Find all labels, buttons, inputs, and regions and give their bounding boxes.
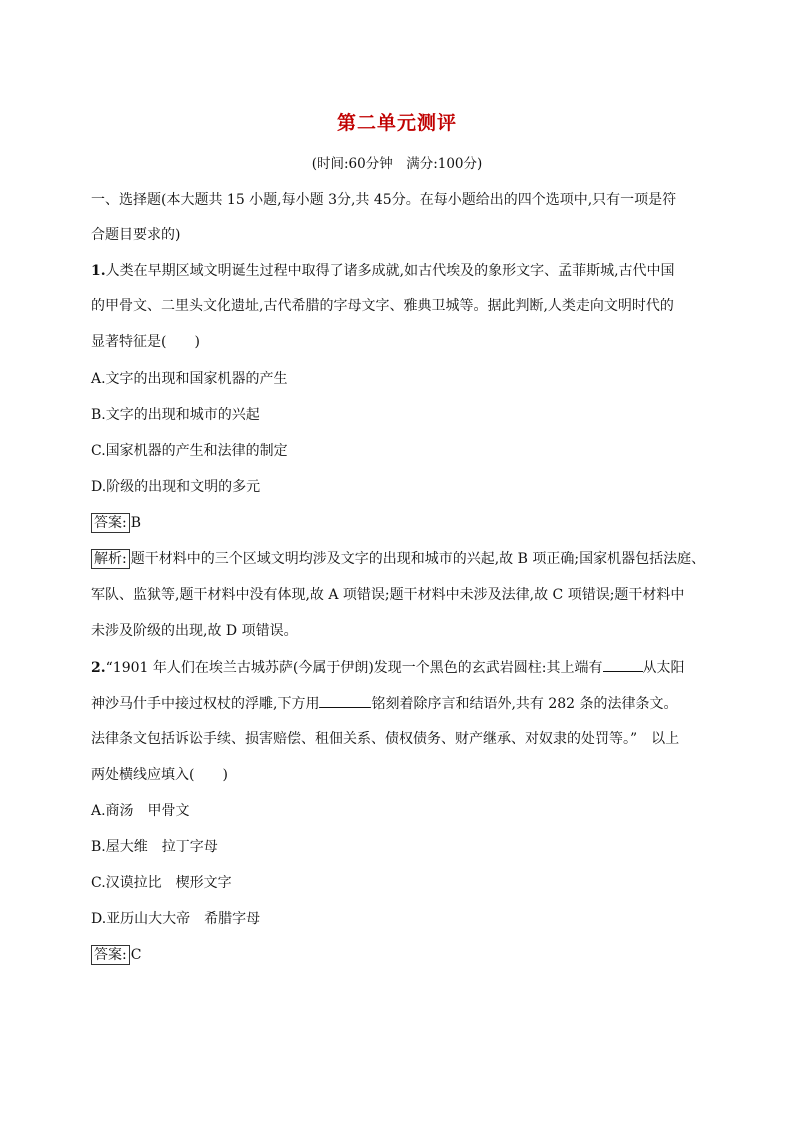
q2-stem-text-1a: “1901 年人们在埃兰古城苏萨(今属于伊朗)发现一个黑色的玄武岩圆柱:其上端有: [105, 660, 603, 676]
q2-stem-line-2: [91, 693, 678, 714]
section-heading-line-2: 合题目要求的): [91, 227, 181, 243]
q1-stem-line-1: [91, 261, 675, 281]
q2-answer: [91, 945, 141, 965]
q1-analysis-text-1: 题干材料中的三个区域文明均涉及文字的出现和城市的兴起,故 B 项正确;国家机器包括法庭、: [130, 551, 706, 567]
q1-number: 1.: [91, 263, 106, 279]
q1-option-a: A.文字的出现和国家机器的产生: [91, 371, 288, 387]
q2-stem-text-1b: 从太阳: [642, 660, 685, 676]
q1-analysis-line-3: 未涉及阶级的出现,故 D 项错误。: [91, 623, 298, 639]
q2-answer-value: C: [130, 947, 142, 963]
q2-stem-text-2a: 神沙马什手中接过权杖的浮雕,下方用: [91, 696, 320, 712]
q2-option-c: C.汉谟拉比 楔形文字: [91, 875, 232, 891]
q1-analysis-label: 解析:: [91, 549, 130, 569]
q2-option-b: B.屋大维 拉丁字母: [91, 839, 218, 855]
q2-stem-text-2b: 铭刻着除序言和结语外,共有 282 条的法律条文。: [371, 696, 678, 712]
q1-stem-line-2: 的甲骨文、二里头文化遗址,古代希腊的字母文字、雅典卫城等。据此判断,人类走向文明时代的: [91, 298, 674, 314]
q1-analysis-line-2: 军队、监狱等,题干材料中没有体现,故 A 项错误;题干材料中未涉及法律,故 C 项错误;题干材料中: [91, 587, 685, 603]
q1-stem-line-3: 显著特征是( ): [91, 334, 200, 350]
q2-answer-label: 答案:: [91, 945, 130, 965]
page-title: 第二单元测评: [336, 112, 457, 134]
q1-stem-text-1: 人类在早期区域文明诞生过程中取得了诸多成就,如古代埃及的象形文字、孟菲斯城,古代中国: [105, 263, 675, 279]
exam-info: (时间:60分钟 满分:100分): [311, 156, 483, 172]
q1-analysis-line-1: [91, 549, 705, 569]
q2-stem-line-3: 法律条文包括诉讼手续、损害赔偿、租佃关系、债权债务、财产继承、对奴隶的处罚等。” 以上: [91, 731, 680, 747]
q1-answer-value: B: [130, 515, 142, 531]
q1-option-c: C.国家机器的产生和法律的制定: [91, 443, 288, 459]
section-heading-line-1: 一、选择题(本大题共 15 小题,每小题 3分,共 45分。在每小题给出的四个选项中,只有一项是符: [91, 192, 677, 208]
q2-blank-2: [319, 693, 371, 708]
q2-option-d: D.亚历山大大帝 希腊字母: [91, 911, 261, 927]
q2-option-a: A.商汤 甲骨文: [91, 803, 190, 819]
q1-answer: [91, 513, 141, 533]
q2-blank-1: [603, 657, 643, 672]
q1-answer-label: 答案:: [91, 513, 130, 533]
q2-number: 2.: [91, 660, 106, 676]
q2-stem-line-1: [91, 657, 685, 678]
q1-option-b: B.文字的出现和城市的兴起: [91, 407, 260, 423]
q1-option-d: D.阶级的出现和文明的多元: [91, 479, 261, 495]
q2-stem-line-4: 两处横线应填入( ): [91, 767, 228, 783]
